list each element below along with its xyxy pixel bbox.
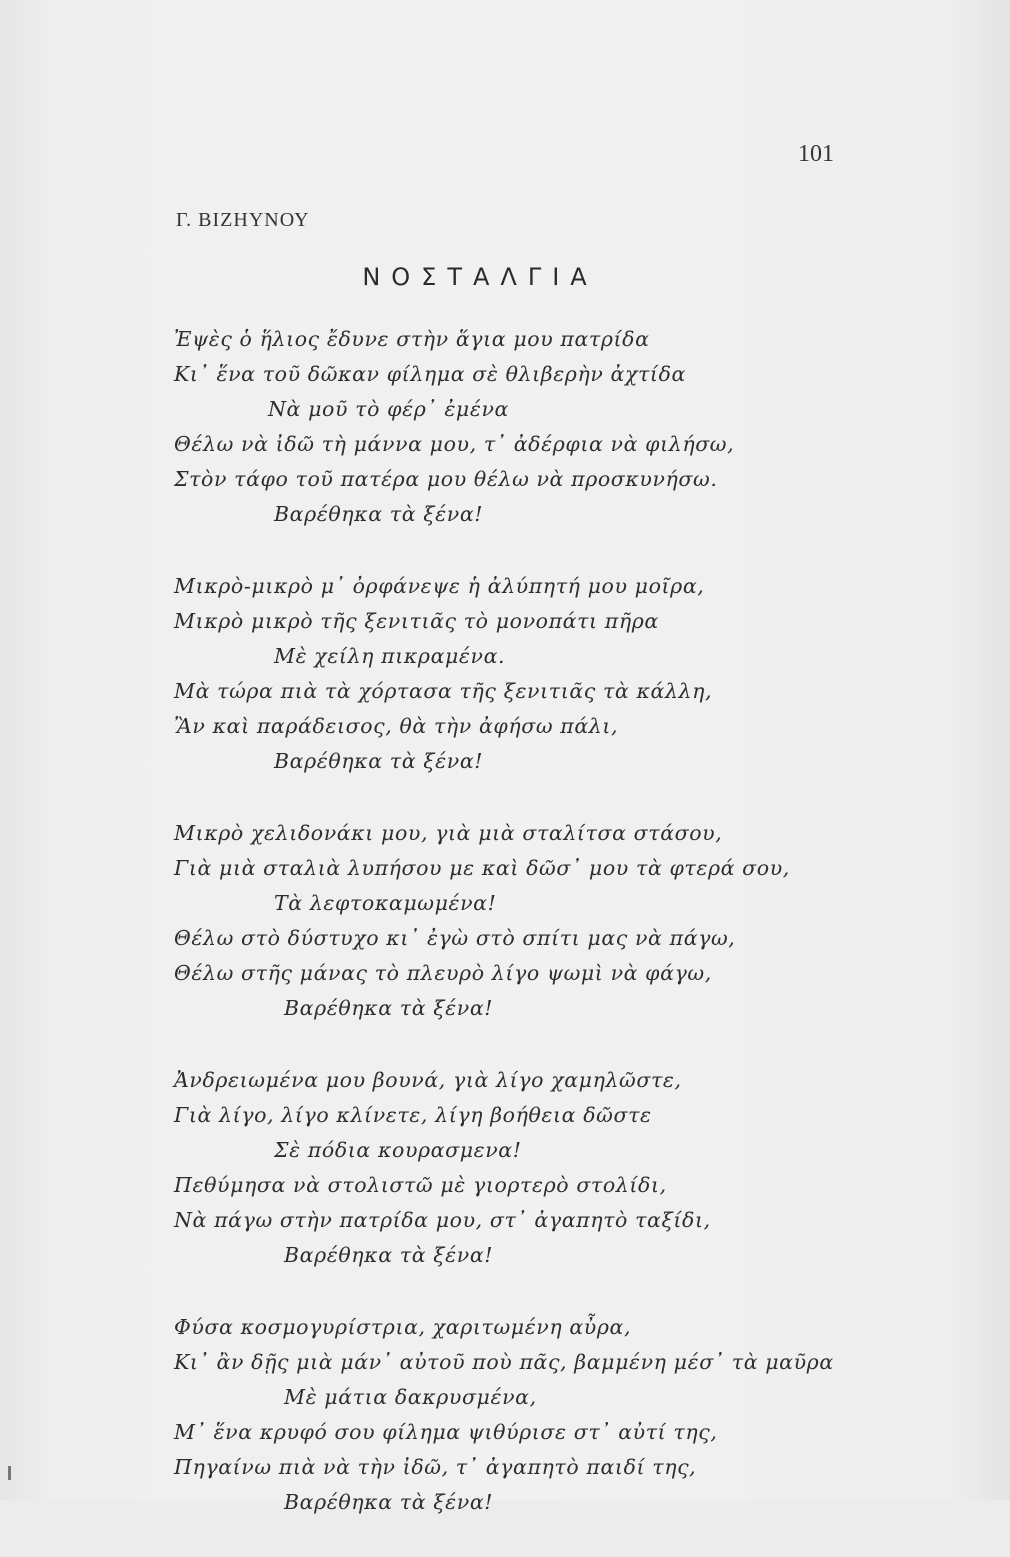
poem-line: Μὰ τώρα πιὰ τὰ χόρτασα τῆς ξενιτιᾶς τὰ κάλλη,	[174, 679, 713, 703]
poem-line: Ἀνδρειωμένα μου βουνά, γιὰ λίγο χαμηλῶστε,	[174, 1068, 682, 1092]
poem-line: Κι᾽ ἕνα τοῦ δῶκαν φίλημα σὲ θλιβερὴν ἀχτίδα	[174, 362, 686, 386]
poem-refrain: Βαρέθηκα τὰ ξένα!	[284, 996, 494, 1020]
poem-line: Νὰ πάγω στὴν πατρίδα μου, στ᾽ ἀγαπητὸ ταξίδι,	[174, 1208, 711, 1232]
poem-line: Θέλω στῆς μάνας τὸ πλευρὸ λίγο ψωμὶ νὰ φάγω,	[174, 961, 712, 985]
poem-line: Τὰ λεφτοκαμωμένα!	[274, 891, 497, 915]
stanza-1	[174, 322, 874, 532]
stanza-2	[174, 569, 874, 779]
poem-line: Γιὰ λίγο, λίγο κλίνετε, λίγη βοήθεια δῶστε	[174, 1103, 652, 1127]
stanza-3	[174, 816, 874, 1026]
poem-refrain: Βαρέθηκα τὰ ξένα!	[284, 1490, 494, 1514]
poem-line: Στὸν τάφο τοῦ πατέρα μου θέλω νὰ προσκυνήσω.	[174, 467, 718, 491]
poem-line: Ἂν καὶ παράδεισος, θὰ τὴν ἀφήσω πάλι,	[174, 714, 619, 738]
poem-line: Μικρὸ-μικρὸ μ᾽ ὀρφάνεψε ἡ ἀλύπητή μου μοῖρα,	[174, 574, 705, 598]
scan-edge-mark	[8, 1466, 11, 1480]
poem-refrain: Βαρέθηκα τὰ ξένα!	[274, 749, 484, 773]
poem-line: Ἐψὲς ὁ ἥλιος ἔδυνε στὴν ἅγια μου πατρίδα	[174, 327, 650, 351]
poem-refrain: Βαρέθηκα τὰ ξένα!	[284, 1243, 494, 1267]
poem-line: Γιὰ μιὰ σταλιὰ λυπήσου με καὶ δῶσ᾽ μου τὰ φτερά σου,	[174, 856, 790, 880]
stanza-4	[174, 1063, 874, 1273]
poem-line: Μ᾽ ἕνα κρυφό σου φίλημα ψιθύρισε στ᾽ αὐτί της,	[174, 1420, 718, 1444]
poem-refrain: Βαρέθηκα τὰ ξένα!	[274, 502, 484, 526]
poem-line: Σὲ πόδια κουρασμενα!	[274, 1138, 522, 1162]
page-number: 101	[798, 141, 834, 167]
poem-body	[174, 322, 874, 1557]
poem-title: ΝΟΣΤΑΛΓΙΑ	[362, 263, 598, 291]
poem-line: Πεθύμησα νὰ στολιστῶ μὲ γιορτερὸ στολίδι,	[174, 1173, 667, 1197]
poem-line: Νὰ μοῦ τὸ φέρ᾽ ἐμένα	[268, 397, 509, 421]
poem-line: Φύσα κοσμογυρίστρια, χαριτωμένη αὖρα,	[174, 1315, 632, 1339]
poem-line: Θέλω νὰ ἰδῶ τὴ μάννα μου, τ᾽ ἀδέρφια νὰ φιλήσω,	[174, 432, 735, 456]
stanza-5	[174, 1310, 874, 1520]
poem-line: Μικρὸ χελιδονάκι μου, γιὰ μιὰ σταλίτσα στάσου,	[174, 821, 723, 845]
poem-line: Θέλω στὸ δύστυχο κι᾽ ἐγὼ στὸ σπίτι μας νὰ πάγω,	[174, 926, 736, 950]
poem-line: Μικρὸ μικρὸ τῆς ξενιτιᾶς τὸ μονοπάτι πῆρα	[174, 609, 659, 633]
author-name: Γ. ΒΙΖΗΥΝΟΥ	[176, 209, 310, 231]
poem-line: Μὲ μάτια δακρυσμένα,	[284, 1385, 537, 1409]
poem-line: Κι᾽ ἂν δῇς μιὰ μάν᾽ αὐτοῦ ποὺ πᾶς, βαμμένη μέσ᾽ τὰ μαῦρα	[174, 1350, 834, 1374]
poem-line: Πηγαίνω πιὰ νὰ τὴν ἰδῶ, τ᾽ ἀγαπητὸ παιδί της,	[174, 1455, 697, 1479]
poem-line: Μὲ χείλη πικραμένα.	[274, 644, 506, 668]
